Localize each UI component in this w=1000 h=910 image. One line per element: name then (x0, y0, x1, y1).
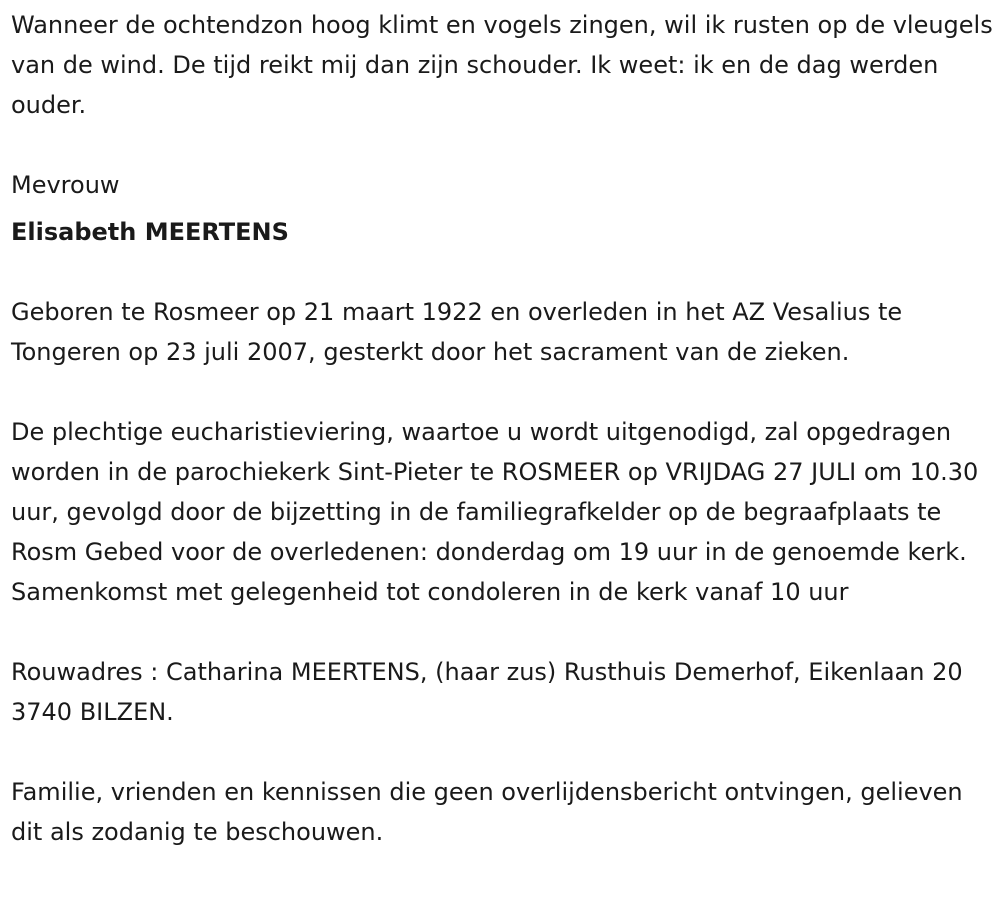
spacer (11, 732, 996, 772)
deceased-name: Elisabeth MEERTENS (11, 218, 289, 246)
address-paragraph: Rouwadres : Catharina MEERTENS, (haar zus) Rusthuis Demerhof, Eikenlaan 20 3740 BILZEN. (11, 658, 963, 726)
birth-death-paragraph: Geboren te Rosmeer op 21 maart 1922 en overleden in het AZ Vesalius te Tongeren op 23 juli 2007, gesterkt door het sacrament van de zieken. (11, 298, 903, 366)
obituary-text (11, 5, 996, 852)
spacer (11, 125, 996, 165)
spacer (11, 372, 996, 412)
service-paragraph: De plechtige eucharistieviering, waartoe u wordt uitgenodigd, zal opgedragen worden in de parochiekerk Sint-Pieter te ROSMEER op VRIJDAG 27 JULI om 10.30 uur, gevolgd door de bijzetting in de familiegrafkelder op de begraafplaats te Rosm Gebed voor de overledenen: donderdag om 19 uur in de genoemde kerk. Samenkomst met gelegenheid tot condoleren in de kerk vanaf 10 uur (11, 418, 979, 606)
honorific: Mevrouw (11, 171, 120, 199)
poem-paragraph: Wanneer de ochtendzon hoog klimt en vogels zingen, wil ik rusten op de vleugels van de wind. De tijd reikt mij dan zijn schouder. Ik weet: ik en de dag werden ouder. (11, 11, 993, 119)
closing-paragraph: Familie, vrienden en kennissen die geen overlijdensbericht ontvingen, gelieven dit als zodanig te beschouwen. (11, 778, 963, 846)
spacer (11, 252, 996, 292)
spacer (11, 612, 996, 652)
